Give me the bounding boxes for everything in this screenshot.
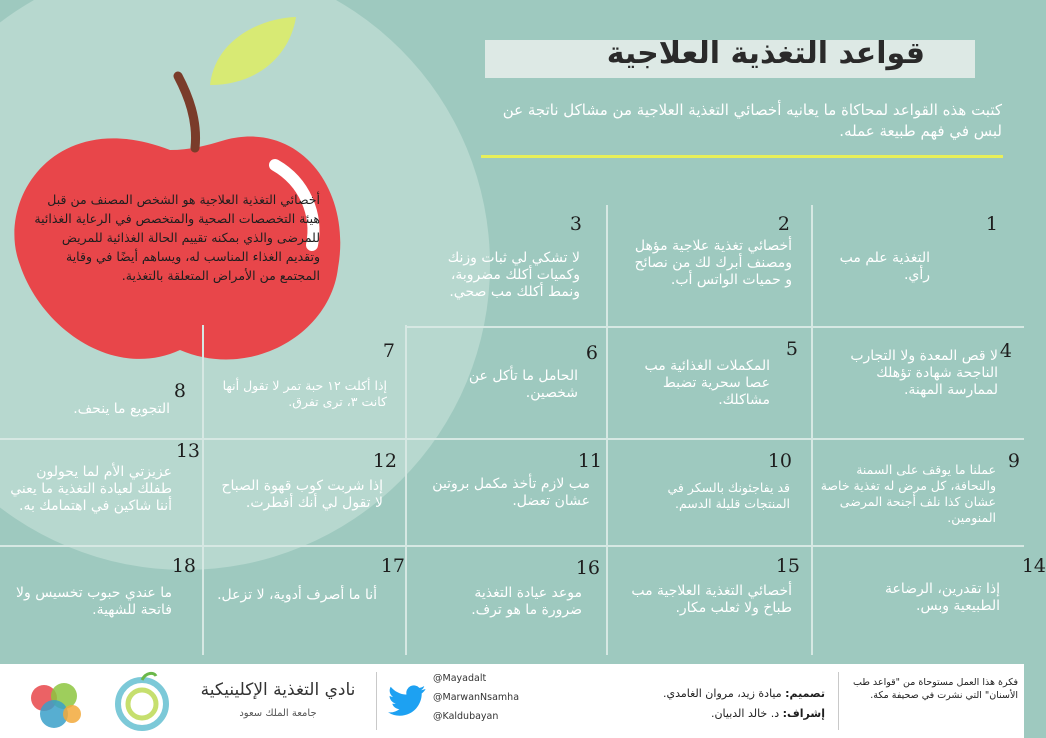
apple-leaf xyxy=(210,17,296,85)
rule-text: لا تشكي لي ثبات وزنك وكميات أكلك مضروبة، ونمط أكلك مب صحي. xyxy=(447,250,580,300)
grid-divider xyxy=(405,325,407,655)
rule-number: 10 xyxy=(767,450,792,472)
supervise-credit xyxy=(620,704,825,724)
rule-text: ما عندي حبوب تخسيس ولا فاتحة للشهية. xyxy=(16,585,172,618)
rule-number: 11 xyxy=(577,450,602,472)
rule-number: 9 xyxy=(1007,450,1020,472)
rule-number: 6 xyxy=(585,342,598,364)
rule-5 xyxy=(612,326,812,434)
rule-text: التجويع ما ينحف. xyxy=(73,401,170,417)
rule-text: المكملات الغذائية مب عصا سحرية تضبط مشاكلك. xyxy=(644,358,770,408)
rule-number: 1 xyxy=(985,213,998,235)
rule-text: إذا تقدرين، الرضاعة الطبيعية وبس. xyxy=(885,581,1000,614)
design-credit xyxy=(620,684,825,704)
rule-text: موعد عيادة التغذية ضرورة ما هو ترف. xyxy=(471,585,582,618)
rule-18 xyxy=(0,547,200,655)
rule-1 xyxy=(820,205,1020,313)
design-value: ميادة زيد، مروان الغامدي. xyxy=(662,687,782,700)
rule-4 xyxy=(820,326,1020,434)
rule-text: أنا ما أصرف أدوية، لا تزعل. xyxy=(217,587,377,603)
rule-number: 4 xyxy=(999,340,1012,362)
twitter-icon xyxy=(388,685,426,717)
rule-text: قد يفاجئونك بالسكر في المنتجات قليلة الدسم. xyxy=(667,480,790,511)
club-logo xyxy=(108,670,178,734)
footer-divider xyxy=(376,672,377,730)
rule-text: مب لازم تأخذ مكمل بروتين عشان تعضل. xyxy=(432,476,590,509)
supervise-label: إشراف: xyxy=(782,707,825,720)
rule-number: 2 xyxy=(777,213,790,235)
twitter-handle[interactable]: @Mayadalt xyxy=(433,673,487,684)
credits xyxy=(620,684,825,724)
club-name: نادي التغذية الإكلينيكية xyxy=(200,680,356,700)
grid-divider xyxy=(202,325,204,655)
rule-12 xyxy=(205,440,405,548)
rule-7 xyxy=(205,326,405,434)
twitter-handle[interactable]: @MarwanNsamha xyxy=(433,692,520,703)
supervise-value: د. خالد الدبيان. xyxy=(710,707,780,720)
rule-number: 5 xyxy=(785,338,798,360)
source-note: فكرة هذا العمل مستوحاة من "قواعد طب الأسنان" التي نشرت في صحيفة مكة. xyxy=(853,677,1018,701)
rule-14 xyxy=(820,547,1046,655)
rule-text: إذا شربت كوب قهوة الصباح لا تقول لي أنك أفطرت. xyxy=(221,478,383,511)
nutritionist-definition: أخصائي التغذية العلاجية هو الشخص المصنف من قبل هيئة التخصصات الصحية والمتخصص في الرعاية الغذائية للمرضى والذي بمكنه تقييم الحالة الغذائية للمريض وتقديم الغذاء المناسب له، ويساهم أيضًا في وقاية المجتمع من الأمراض المتعلقة بالتغذية. xyxy=(34,192,320,283)
rule-16 xyxy=(410,547,610,655)
apple-stem xyxy=(178,76,196,148)
rule-9 xyxy=(820,440,1020,548)
intro-text: كتبت هذه القواعد لمحاكاة ما يعانيه أخصائي التغذية العلاجية من مشاكل ناتجة عن لبس في فهم طبيعة عمله. xyxy=(502,101,1002,140)
rule-10 xyxy=(612,440,812,548)
rule-2 xyxy=(612,205,812,313)
rule-6 xyxy=(410,326,610,434)
rule-number: 3 xyxy=(569,213,582,235)
rule-number: 18 xyxy=(171,555,196,577)
club-subtitle: جامعة الملك سعود xyxy=(239,708,317,719)
rule-number: 12 xyxy=(372,450,397,472)
rule-number: 14 xyxy=(1021,555,1046,577)
design-label: تصميم: xyxy=(785,687,825,700)
rule-text: لا قص المعدة ولا التجارب الناجحة شهادة تؤهلك لممارسة المهنة. xyxy=(850,348,998,398)
footer-divider xyxy=(838,672,839,730)
rule-11 xyxy=(410,440,610,548)
twitter-handle[interactable]: @Kaldubayan xyxy=(433,711,499,722)
rule-15 xyxy=(612,547,812,655)
university-logo xyxy=(20,672,92,734)
rule-3 xyxy=(410,205,610,313)
rule-number: 15 xyxy=(775,555,800,577)
rule-text: عزيزتي الأم لما يحولون طفلك لعيادة التغذية ما يعني أننا شاكين في اهتمامك به. xyxy=(10,464,172,514)
rule-13 xyxy=(0,440,200,548)
intro-underline xyxy=(481,155,1003,158)
rule-number: 17 xyxy=(380,555,405,577)
rule-17 xyxy=(205,547,405,655)
rule-text: إذا أكلت ١٢ حبة تمر لا تقول أنها كانت ٣، ترى تفرق. xyxy=(222,378,387,409)
rule-number: 16 xyxy=(575,557,600,579)
rule-number: 13 xyxy=(175,440,200,462)
rule-text: أخصائي تغذية علاجية مؤهل ومصنف أبرك لك من نصائح و حميات الواتس أب. xyxy=(634,238,792,288)
rule-text: الحامل ما تأكل عن شخصين. xyxy=(468,368,578,401)
rule-text: التغذية علم مب رأي. xyxy=(839,250,930,283)
rule-number: 8 xyxy=(173,380,186,402)
rule-text: أخصائي التغذية العلاجية مب طباخ ولا ثعلب مكار. xyxy=(631,583,792,616)
rule-number: 7 xyxy=(382,340,395,362)
page-title: قواعد التغذية العلاجية xyxy=(606,36,925,71)
rule-text: عملنا ما يوقف على السمنة والنحافة، كل مرض له تغذية خاصة عشان كذا نلف أجنحة المرضى المنومين. xyxy=(820,462,996,525)
rule-8 xyxy=(0,326,200,434)
